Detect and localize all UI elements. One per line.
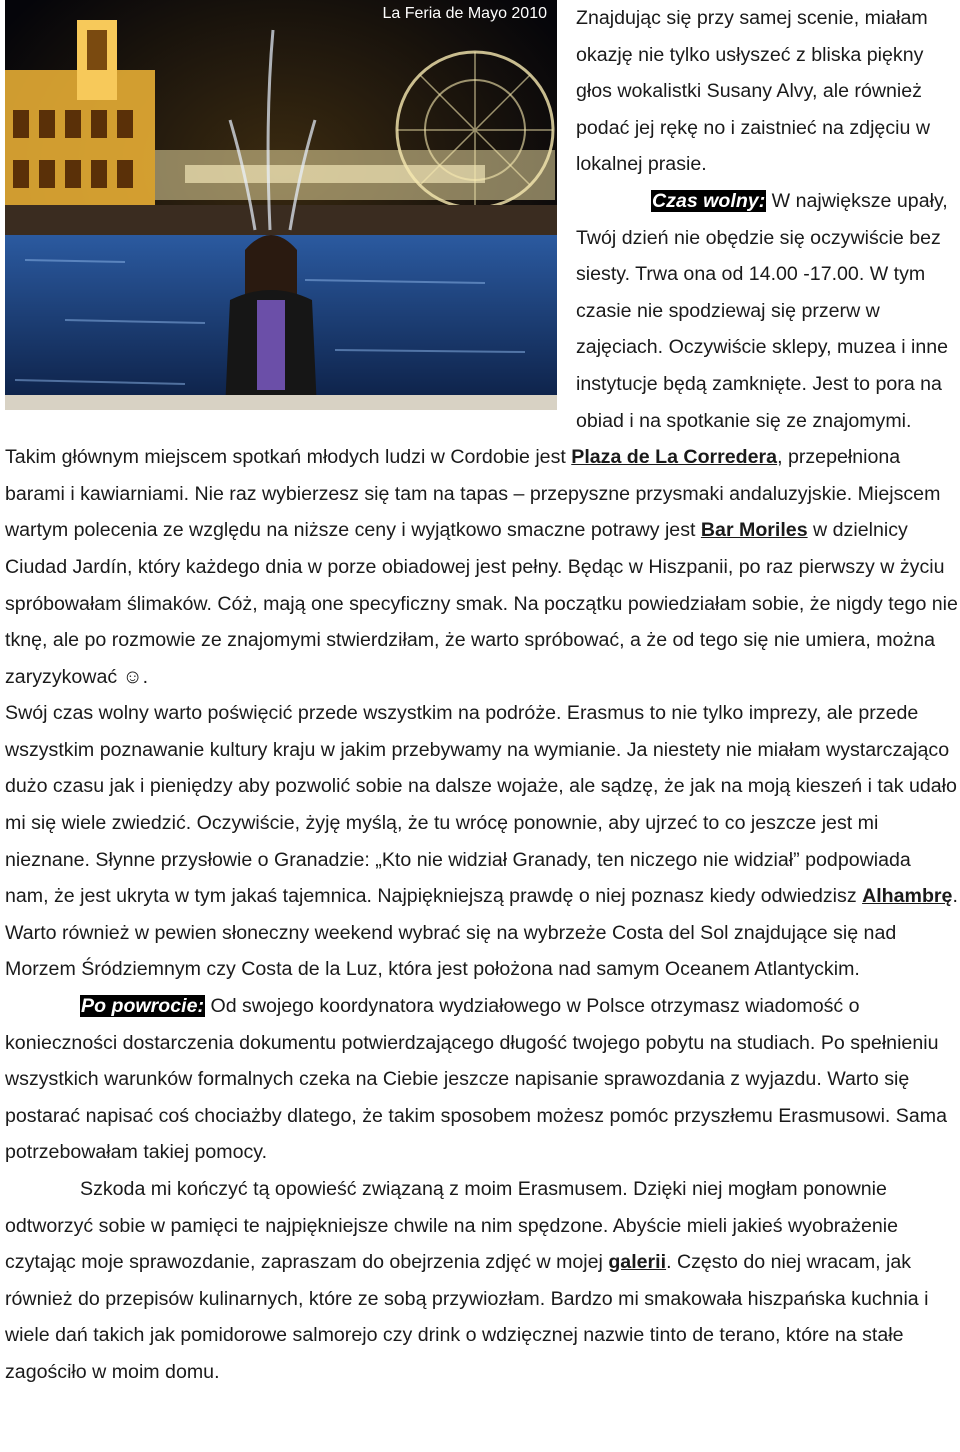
text: Szkoda mi kończyć tą opowieść związaną z moim Erasmusem. Dzięki niej mogłam ponownie odtworzyć sobie w pamięci te najpiękniejsze chwile na nim spędzone. Abyście mieli jakieś wyobrażenie czytając moje sprawozdanie, zapraszam do obejrzenia zdjęć w mojej: [5, 1178, 899, 1274]
link-galerii[interactable]: galerii: [608, 1251, 667, 1274]
feria-night-image: [5, 0, 557, 410]
text: Od swojego koordynatora wydziałowego w Polsce otrzymasz wiadomość o konieczności dostarczenia dokumentu potwierdzającego długość twojego pobytu na studiach. Po spełnieniu wszystkich warunków formalnych czeka na Ciebie jeszcze napisanie sprawozdania z wyjazdu. Warto się postarać napisać coś chociażby dlatego, że takim sposobem możesz pomóc przyszłemu Erasmusowi. Sama potrzebowałam takiej pomocy.: [5, 995, 947, 1164]
link-bar-moriles[interactable]: Bar Moriles: [700, 519, 808, 542]
document-page: [5, 0, 958, 1391]
feria-photo: [5, 0, 557, 410]
highlight-po-powrocie: Po powrocie:: [81, 995, 205, 1018]
photo-caption: La Feria de Mayo 2010: [382, 5, 547, 22]
text: , przepełniona barami i kawiarniami. Nie raz wybierzesz się tam na tapas – przepyszne przysmaki andaluzyjskie. Miejscem wartym polecenia ze względu na niższe ceny i wyjątkowo smaczne potrawy jest: [5, 446, 941, 542]
paragraph-ending: [5, 1171, 958, 1391]
link-plaza-de-la-corredera[interactable]: Plaza de La Corredera: [571, 446, 778, 469]
text: w dzielnicy Ciudad Jardín, który każdego dnia w porze obiadowej jest pełny. Będąc w Hiszpanii, po raz pierwszy w życiu spróbowałam ślimaków. Cóż, mają one specyficzny smak. Na początku powiedziałam sobie, że nigdy tego nie tknę, ale po rozmowie ze znajomymi stwierdziłam, że warto spróbować, a że od tego się nie umiera, można zaryzykować ☺.: [5, 519, 958, 688]
paragraph-travel: [5, 695, 958, 988]
paragraph-return: [5, 988, 958, 1171]
link-alhambra[interactable]: Alhambrę: [862, 885, 953, 908]
text: . Warto również w pewien słoneczny weekend wybrać się na wybrzeże Costa del Sol znajdujące się nad Morzem Śródziemnym czy Costa de la Luz, która jest położona nad samym Oceanem Atlantyckim.: [5, 885, 958, 981]
text: . Często do niej wracam, jak również do przepisów kulinarnych, które ze sobą przywiozłam. Bardzo mi smakowała hiszpańska kuchnia i wiele dań takich jak pomidorowe salmorejo czy drink o wdzięcznej nazwie tinto de terano, które na stałe zagościło w moim domu.: [5, 1251, 929, 1383]
text: Swój czas wolny warto poświęcić przede wszystkim na podróże. Erasmus to nie tylko imprezy, ale przede wszystkim poznawanie kultury kraju w jakim przebywamy na wymianie. Ja niestety nie miałam wystarczająco dużo czasu jak i pieniędzy aby pozwolić sobie na dalsze wojaże, ale sądzę, że jak na moją kieszeń i tak udało mi się wiele zwiedzić. Oczywiście, żyję myślą, że tu wrócę ponownie, aby ujrzeć to co jeszcze jest mi nieznane. Słynne przysłowie o Granadzie: „Kto nie widział Granady, ten niczego nie widział” podpowiada nam, że jest ukryta w tym jakaś tajemnica. Najpiękniejszą prawdę o niej poznasz kiedy odwiedzisz: [5, 702, 957, 908]
text: Znajdując się przy samej scenie, miałam okazję nie tylko usłyszeć z bliska piękny głos wokalistki Susany Alvy, ale również podać jej rękę no i zaistnieć na zdjęciu w lokalnej prasie.: [576, 7, 930, 176]
highlight-czas-wolny: Czas wolny:: [652, 189, 766, 212]
text: W największe upały, Twój dzień nie obędzie się oczywiście bez siesty. Trwa ona od 14.00 -17.00. W tym czasie nie spodziewaj się przerw w zajęciach. Oczywiście sklepy, muzea i inne instytucje będą zamknięte. Jest to pora na obiad i na spotkanie się ze znajomymi. Takim głównym miejscem spotkań młodych ludzi w Cordobie jest: [5, 189, 949, 469]
